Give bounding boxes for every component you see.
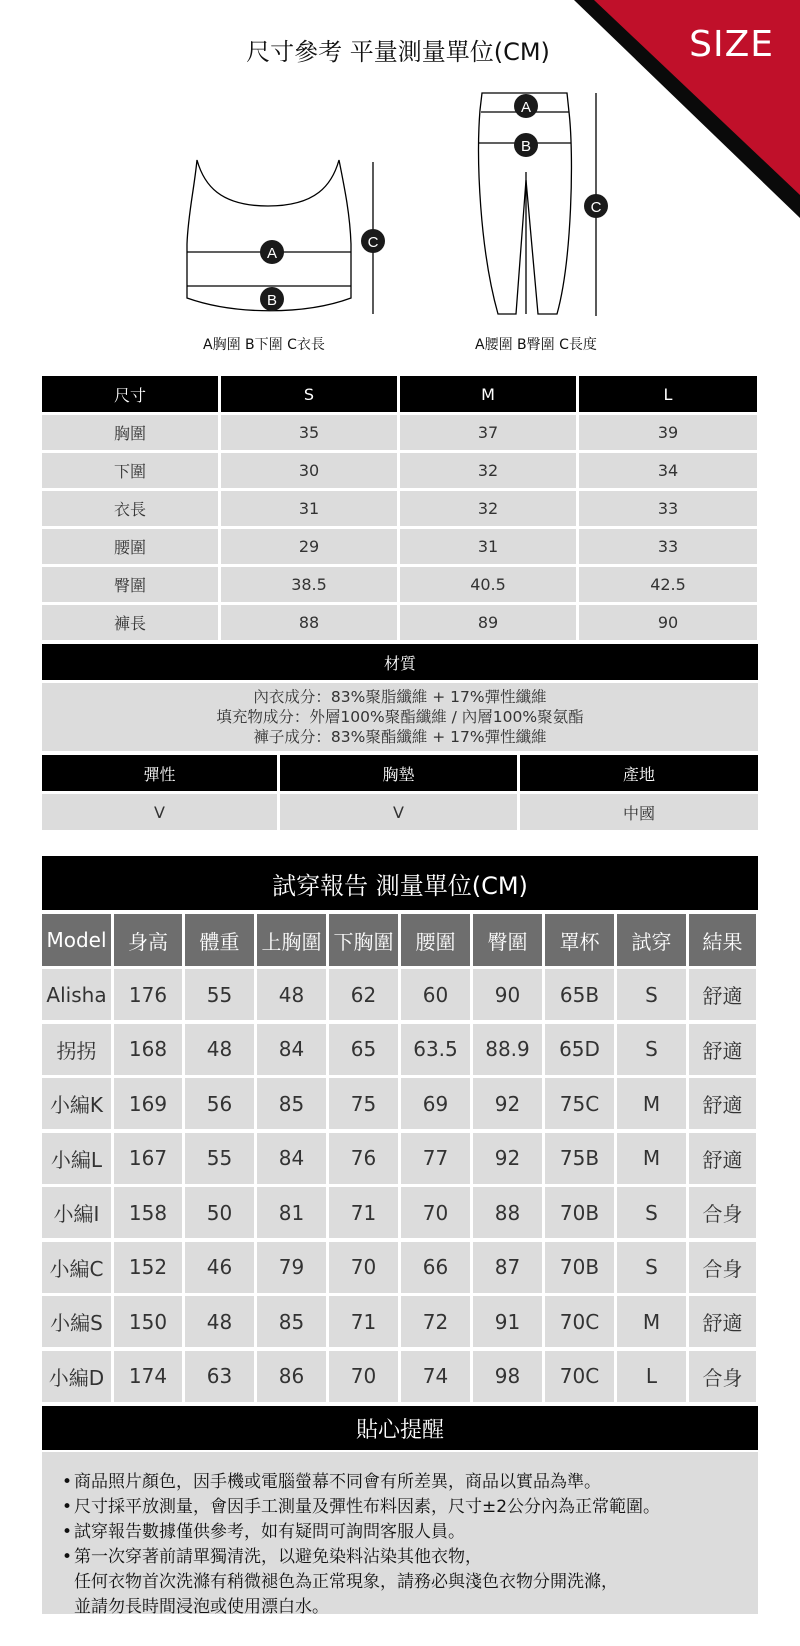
- svg-text:B: B: [520, 138, 532, 155]
- trial-header-cell: 上胸圍: [257, 914, 326, 966]
- attribute-header-cell: 彈性: [42, 755, 277, 791]
- size-table-row: [42, 491, 758, 526]
- svg-text:A: A: [520, 99, 532, 116]
- size-value-cell: 35: [221, 415, 397, 450]
- model-name-cell: 小編C: [42, 1242, 111, 1293]
- trial-value-cell: 合身: [689, 1242, 756, 1293]
- size-value-cell: 33: [579, 529, 757, 564]
- svg-text:B: B: [266, 292, 278, 309]
- size-value-cell: 29: [221, 529, 397, 564]
- trial-row: [42, 1024, 758, 1075]
- trial-value-cell: 55: [185, 969, 254, 1020]
- size-row-label: 胸圍: [42, 415, 218, 450]
- trial-value-cell: 88: [473, 1187, 542, 1238]
- size-table-row: [42, 529, 758, 564]
- trial-value-cell: 合身: [689, 1351, 756, 1402]
- trial-value-cell: 70C: [545, 1351, 614, 1402]
- trial-header-cell: Model: [42, 914, 111, 966]
- trial-value-cell: 72: [401, 1296, 470, 1347]
- trial-value-cell: 92: [473, 1078, 542, 1129]
- trial-value-cell: 65B: [545, 969, 614, 1020]
- garment-diagrams: [0, 0, 800, 340]
- svg-text:C: C: [367, 234, 379, 251]
- trial-header-cell: 腰圍: [401, 914, 470, 966]
- size-table-row: [42, 567, 758, 602]
- trial-value-cell: 50: [185, 1187, 254, 1238]
- trial-value-cell: 150: [114, 1296, 182, 1347]
- size-value-cell: 31: [221, 491, 397, 526]
- trial-value-cell: 90: [473, 969, 542, 1020]
- trial-value-cell: 86: [257, 1351, 326, 1402]
- trial-value-cell: 74: [401, 1351, 470, 1402]
- note-continuation: 任何衣物首次洗滌有稍微褪色為正常現象，請務必與淺色衣物分開洗滌，: [74, 1572, 618, 1592]
- material-line: 填充物成分：外層100%聚酯纖維 / 內層100%聚氨酯: [216, 708, 584, 726]
- trial-header-cell: 罩杯: [545, 914, 614, 966]
- marker-pants-b: [514, 133, 538, 157]
- attribute-value-cell: 中國: [520, 794, 758, 830]
- trial-value-cell: 85: [257, 1296, 326, 1347]
- attribute-header-cell: 產地: [520, 755, 758, 791]
- trial-value-cell: 76: [329, 1133, 398, 1184]
- size-row-label: 臀圍: [42, 567, 218, 602]
- trial-value-cell: 66: [401, 1242, 470, 1293]
- trial-value-cell: 84: [257, 1024, 326, 1075]
- trial-value-cell: 70B: [545, 1187, 614, 1238]
- size-value-cell: 32: [400, 491, 576, 526]
- top-caption: A胸圍 B下圍 C衣長: [203, 337, 325, 353]
- size-value-cell: 89: [400, 605, 576, 640]
- trial-header-cell: 身高: [114, 914, 182, 966]
- trial-value-cell: L: [617, 1351, 686, 1402]
- size-value-cell: 33: [579, 491, 757, 526]
- trial-value-cell: 169: [114, 1078, 182, 1129]
- marker-top-a: [260, 240, 284, 264]
- size-row-label: 褲長: [42, 605, 218, 640]
- size-header-cell: S: [221, 376, 397, 412]
- page-title: 尺寸參考 平量測量單位(CM): [246, 38, 550, 66]
- trial-value-cell: 75B: [545, 1133, 614, 1184]
- marker-pants-a: [514, 94, 538, 118]
- trial-value-cell: 55: [185, 1133, 254, 1184]
- note-continuation: 並請勿長時間浸泡或使用漂白水。: [74, 1597, 329, 1617]
- size-row-label: 衣長: [42, 491, 218, 526]
- marker-top-c: [361, 229, 385, 253]
- trial-header-cell: 結果: [689, 914, 756, 966]
- trial-value-cell: 48: [185, 1024, 254, 1075]
- pants-caption: A腰圍 B臀圍 C長度: [475, 337, 597, 353]
- trial-value-cell: 168: [114, 1024, 182, 1075]
- trial-value-cell: 舒適: [689, 969, 756, 1020]
- trial-report-title: 試穿報告 測量單位(CM): [42, 856, 758, 910]
- size-header-cell: L: [579, 376, 757, 412]
- size-table-header: [42, 376, 758, 412]
- attribute-header-cell: 胸墊: [280, 755, 517, 791]
- trial-value-cell: 88.9: [473, 1024, 542, 1075]
- trial-row: [42, 1242, 758, 1293]
- trial-header-cell: 下胸圍: [329, 914, 398, 966]
- model-name-cell: 小編S: [42, 1296, 111, 1347]
- size-row-label: 下圍: [42, 453, 218, 488]
- trial-value-cell: 舒適: [689, 1296, 756, 1347]
- trial-value-cell: 65D: [545, 1024, 614, 1075]
- trial-value-cell: 69: [401, 1078, 470, 1129]
- size-value-cell: 32: [400, 453, 576, 488]
- trial-row: [42, 1296, 758, 1347]
- size-value-cell: 38.5: [221, 567, 397, 602]
- trial-value-cell: 60: [401, 969, 470, 1020]
- size-value-cell: 40.5: [400, 567, 576, 602]
- model-name-cell: Alisha: [42, 969, 111, 1020]
- notes-title: 貼心提醒: [42, 1406, 758, 1450]
- trial-value-cell: 46: [185, 1242, 254, 1293]
- size-value-cell: 90: [579, 605, 757, 640]
- trial-row: [42, 1187, 758, 1238]
- size-value-cell: 42.5: [579, 567, 757, 602]
- trial-value-cell: S: [617, 1242, 686, 1293]
- trial-value-cell: 70C: [545, 1296, 614, 1347]
- size-table-row: [42, 415, 758, 450]
- note-item: • 第一次穿著前請單獨清洗，以避免染料沾染其他衣物，: [62, 1547, 482, 1567]
- trial-value-cell: 87: [473, 1242, 542, 1293]
- trial-header-cell: 臀圍: [473, 914, 542, 966]
- size-header-cell: M: [400, 376, 576, 412]
- size-table-row: [42, 605, 758, 640]
- note-item: • 尺寸採平放測量，會因手工測量及彈性布料因素，尺寸±2公分內為正常範圍。: [62, 1497, 661, 1517]
- trial-value-cell: S: [617, 1024, 686, 1075]
- attribute-value-cell: V: [42, 794, 277, 830]
- material-line: 內衣成分：83%聚脂纖維 + 17%彈性纖維: [253, 688, 547, 706]
- trial-value-cell: 75: [329, 1078, 398, 1129]
- trial-value-cell: M: [617, 1078, 686, 1129]
- trial-value-cell: 158: [114, 1187, 182, 1238]
- size-value-cell: 34: [579, 453, 757, 488]
- trial-value-cell: 91: [473, 1296, 542, 1347]
- model-name-cell: 小編L: [42, 1133, 111, 1184]
- note-item: • 商品照片顏色，因手機或電腦螢幕不同會有所差異，商品以實品為準。: [62, 1472, 601, 1492]
- trial-value-cell: 63: [185, 1351, 254, 1402]
- trial-value-cell: 174: [114, 1351, 182, 1402]
- trial-value-cell: 48: [257, 969, 326, 1020]
- trial-value-cell: 81: [257, 1187, 326, 1238]
- trial-value-cell: 70: [329, 1242, 398, 1293]
- trial-value-cell: 85: [257, 1078, 326, 1129]
- trial-value-cell: 71: [329, 1187, 398, 1238]
- trial-value-cell: 舒適: [689, 1133, 756, 1184]
- trial-value-cell: 71: [329, 1296, 398, 1347]
- trial-value-cell: 70: [329, 1351, 398, 1402]
- size-value-cell: 88: [221, 605, 397, 640]
- trial-value-cell: M: [617, 1133, 686, 1184]
- marker-pants-c: [584, 194, 608, 218]
- trial-value-cell: 63.5: [401, 1024, 470, 1075]
- attributes-header: [42, 755, 758, 791]
- trial-row: [42, 969, 758, 1020]
- marker-top-b: [260, 287, 284, 311]
- attributes-values: [42, 794, 758, 830]
- trial-value-cell: 65: [329, 1024, 398, 1075]
- trial-header-cell: 試穿: [617, 914, 686, 966]
- trial-value-cell: 152: [114, 1242, 182, 1293]
- trial-header-cell: 體重: [185, 914, 254, 966]
- pants-icon: [479, 93, 596, 316]
- trial-value-cell: S: [617, 969, 686, 1020]
- svg-text:C: C: [590, 199, 602, 216]
- svg-text:A: A: [266, 245, 278, 262]
- trial-value-cell: 70B: [545, 1242, 614, 1293]
- size-value-cell: 30: [221, 453, 397, 488]
- trial-value-cell: 84: [257, 1133, 326, 1184]
- trial-value-cell: 167: [114, 1133, 182, 1184]
- material-line: 褲子成分：83%聚酯纖維 + 17%彈性纖維: [253, 728, 547, 746]
- model-name-cell: 小編K: [42, 1078, 111, 1129]
- trial-value-cell: 75C: [545, 1078, 614, 1129]
- model-name-cell: 小編D: [42, 1351, 111, 1402]
- trial-value-cell: 79: [257, 1242, 326, 1293]
- size-table-row: [42, 453, 758, 488]
- trial-value-cell: 56: [185, 1078, 254, 1129]
- trial-row: [42, 1351, 758, 1402]
- trial-value-cell: S: [617, 1187, 686, 1238]
- trial-value-cell: 62: [329, 969, 398, 1020]
- size-row-label: 腰圍: [42, 529, 218, 564]
- notes-panel: [42, 1452, 758, 1617]
- trial-row: [42, 1078, 758, 1129]
- attribute-value-cell: V: [280, 794, 517, 830]
- trial-value-cell: 48: [185, 1296, 254, 1347]
- material-title: 材質: [42, 644, 758, 680]
- material-panel: [42, 683, 758, 751]
- trial-value-cell: 舒適: [689, 1024, 756, 1075]
- size-value-cell: 31: [400, 529, 576, 564]
- model-name-cell: 小編I: [42, 1187, 111, 1238]
- trial-value-cell: 176: [114, 969, 182, 1020]
- trial-row: [42, 1133, 758, 1184]
- trial-value-cell: 92: [473, 1133, 542, 1184]
- model-name-cell: 拐拐: [42, 1024, 111, 1075]
- size-value-cell: 39: [579, 415, 757, 450]
- trial-value-cell: 70: [401, 1187, 470, 1238]
- trial-report-header: [42, 914, 758, 966]
- trial-value-cell: 77: [401, 1133, 470, 1184]
- trial-value-cell: 98: [473, 1351, 542, 1402]
- trial-value-cell: 舒適: [689, 1078, 756, 1129]
- size-value-cell: 37: [400, 415, 576, 450]
- size-label: SIZE: [689, 24, 774, 65]
- size-header-cell: 尺寸: [42, 376, 218, 412]
- trial-value-cell: M: [617, 1296, 686, 1347]
- note-item: • 試穿報告數據僅供參考，如有疑問可詢問客服人員。: [62, 1522, 465, 1542]
- trial-value-cell: 合身: [689, 1187, 756, 1238]
